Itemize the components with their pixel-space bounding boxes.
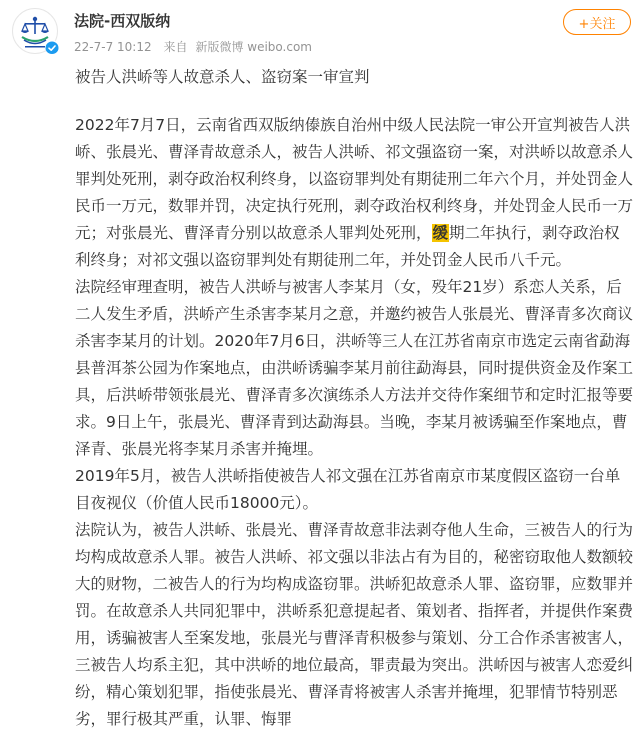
post-paragraph-2: 法院经审理查明，被告人洪峤与被害人李某月（女，殁年21岁）系恋人关系，后二人发生矛盾，洪峤产生杀害李某月之意，并邀约被告人张晨光、曹泽青多次商议杀害李某月的计划。2020年7月6日，洪峤等三人在江苏省南京市选定云南省勐海县普洱茶公园为作案地点，由洪峤诱骗李某月前往勐海县，同时提供资金及作案工具，后洪峤带领张晨光、曹泽青多次演练杀人方法并交待作案细节和定时汇报等要求。9日上午，张晨光、曹泽青到达勐海县。当晚，李某月被诱骗至作案地点，曹泽青、张晨光将李某月杀害并掩埋。	[75, 278, 634, 458]
verified-badge-icon	[45, 40, 59, 54]
post-paragraph-3: 2019年5月，被告人洪峤指使被告人祁文强在江苏省南京市某度假区盗窃一台单目夜视仪（价值人民币18000元）。	[75, 467, 621, 512]
post-title: 被告人洪峤等人故意杀人、盗窃案一审宣判	[75, 68, 370, 86]
paragraph-text: 期二年执行，剥夺政治权利终身；对祁文强以盗窃罪判处有期徒刑二年，并处罚金人民币八千元。	[75, 224, 620, 269]
post-paragraph-4: 法院认为，被告人洪峤、张晨光、曹泽青故意非法剥夺他人生命，三被告人的行为均构成故意杀人罪。被告人洪峤、祁文强以非法占有为目的，秘密窃取他人数额较大的财物，二被告人的行为均构成盗窃罪。洪峤犯故意杀人罪、盗窃罪，应数罪并罚。在故意杀人共同犯罪中，洪峤系犯意提起者、策划者、指挥者，并提供作案费用，诱骗被害人至案发地，张晨光与曹泽青积极参与策划、分工合作杀害被害人，三被告人均系主犯，其中洪峤的地位最高，罪责最为突出。洪峤因与被害人恋爱纠纷，精心策划犯罪，指使张晨光、曹泽青将被害人杀害并掩埋，犯罪情节特别恶劣，罪行极其严重，认罪、悔罪	[75, 521, 634, 728]
paragraph-text: 2022年7月7日，云南省西双版纳傣族自治州中级人民法院一审公开宣判被告人洪峤、张晨光、曹泽青故意杀人，被告人洪峤、祁文强盗窃一案，对洪峤以故意杀人罪判处死刑，剥夺政治权利终身，以盗窃罪判处有期徒刑二年六个月，并处罚金人民币一万元，数罪并罚，决定执行死刑，剥夺政治权利终身，并处罚金人民币一万元；对张晨光、曹泽青分别以故意杀人罪判处死刑，	[75, 116, 634, 242]
timestamp[interactable]: 22-7-7 10:12	[74, 40, 152, 54]
post-source[interactable]: 新版微博 weibo.com	[195, 40, 312, 54]
follow-label: +关注	[578, 16, 616, 32]
source-label: 来自	[163, 40, 188, 54]
follow-button[interactable]	[563, 9, 631, 35]
search-highlight: 缓	[432, 224, 449, 242]
post-body	[75, 64, 635, 733]
post-paragraph-1	[75, 112, 635, 274]
username[interactable]: 法院-西双版纳	[74, 12, 171, 30]
post-meta	[74, 38, 320, 55]
post-header	[0, 0, 640, 60]
